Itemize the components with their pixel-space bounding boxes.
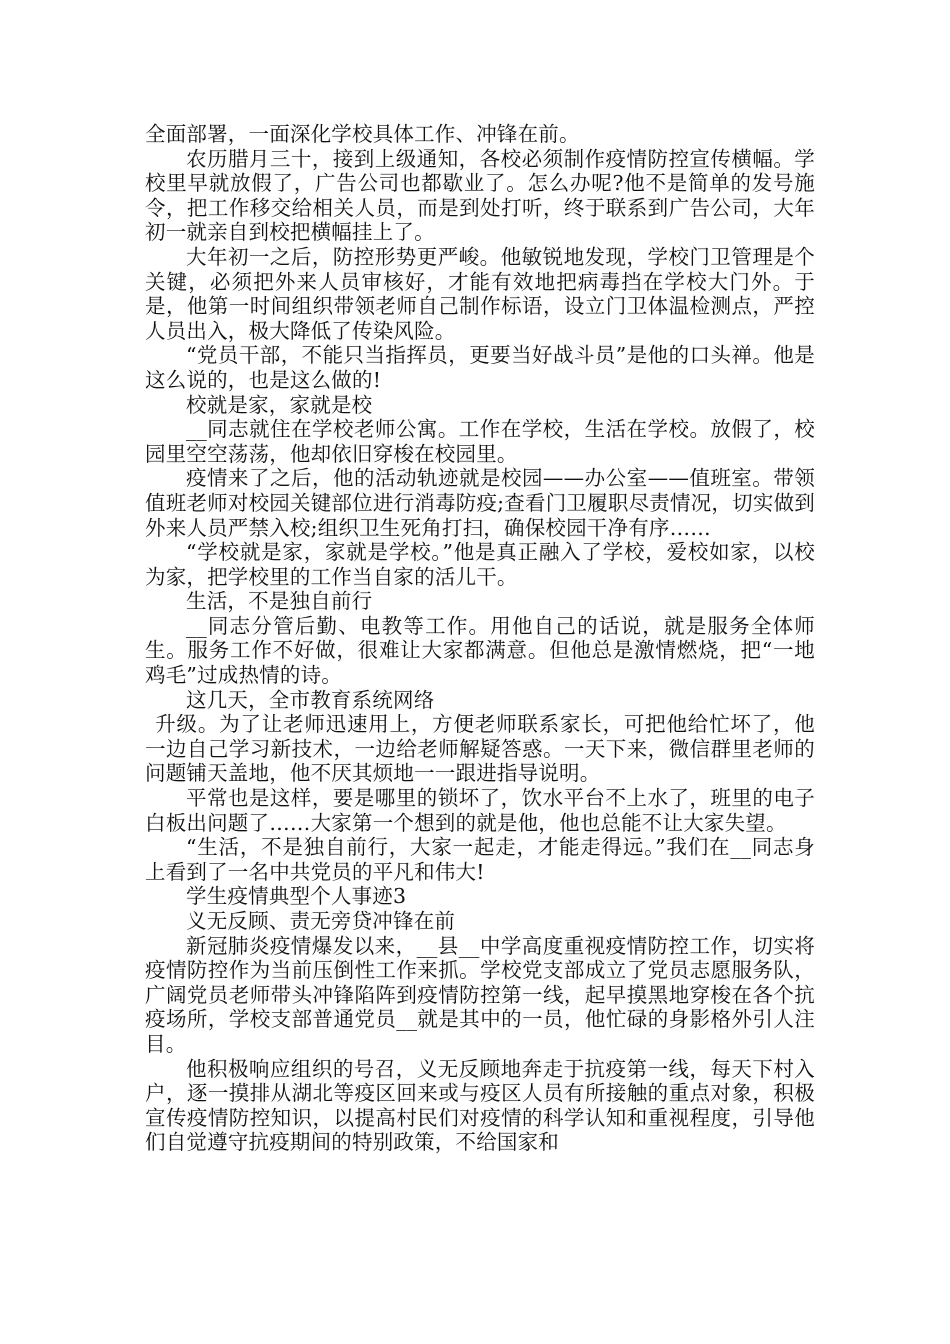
paragraph: “党员干部，不能只当指挥员，更要当好战斗员”是他的口头禅。他是这么说的，也是这么做的!: [145, 343, 815, 392]
paragraph: “生活，不是独自前行，大家一起走，才能走得远。”我们在__同志身上看到了一名中共党员的平凡和伟大!: [145, 835, 815, 884]
section-title: 学生疫情典型个人事迹3: [186, 884, 407, 909]
paragraph: “学校就是家，家就是学校。”他是真正融入了学校，爱校如家，以校为家，把学校里的工作当自家的活儿干。: [145, 540, 815, 589]
paragraph: 这几天，全市教育系统网络: [186, 687, 435, 712]
paragraph: __同志分管后勤、电教等工作。用他自己的话说，就是服务全体师生。服务工作不好做，很难让大家都满意。但他总是激情燃烧，把“一地鸡毛”过成热情的诗。: [145, 613, 815, 688]
paragraph: 全面部署，一面深化学校具体工作、冲锋在前。: [145, 122, 580, 146]
paragraph: 大年初一之后，防控形势更严峻。他敏锐地发现，学校门卫管理是个关键，必须把外来人员审核好，才能有效地把病毒挡在学校大门外。于是，他第一时间组织带领老师自己制作标语，设立门卫体温检测点，严控人员出入，极大降低了传染风险。: [145, 244, 815, 343]
paragraph: 农历腊月三十，接到上级通知，各校必须制作疫情防控宣传横幅。学校里早就放假了，广告公司也都歇业了。怎么办呢?他不是简单的发号施令，把工作移交给相关人员，而是到处打听，终于联系到广告公司，大年初一就亲自到校把横幅挂上了。: [145, 146, 815, 245]
paragraph: __同志就住在学校老师公寓。工作在学校，生活在学校。放假了，校园里空空荡荡，他却依旧穿梭在校园里。: [145, 417, 815, 466]
paragraph: 疫情来了之后，他的活动轨迹就是校园——办公室——值班室。带领值班老师对校园关键部位进行消毒防疫;查看门卫履职尽责情况，切实做到外来人员严禁入校;组织卫生死角打扫，确保校园干净有序……: [145, 466, 815, 540]
paragraph: 他积极响应组织的号召，义无反顾地奔走于抗疫第一线，每天下村入户，逐一摸排从湖北等疫区回来或与疫区人员有所接触的重点对象，积极宣传疫情防控知识，以提高村民们对疫情的科学认知和重视程度，引导他们自觉遵守抗疫期间的特别政策，不给国家和: [145, 1056, 815, 1155]
section-heading: 校就是家，家就是校: [186, 392, 373, 417]
section-heading: 生活，不是独自前行: [186, 589, 373, 614]
paragraph: 升级。为了让老师迅速用上，方便老师联系家长，可把他给忙坏了，他一边自己学习新技术，一边给老师解疑答惑。一天下来，微信群里老师的问题铺天盖地，他不厌其烦地一一跟进指导说明。: [145, 712, 815, 786]
section-heading: 义无反顾、责无旁贷冲锋在前: [186, 909, 456, 933]
paragraph: 平常也是这样，要是哪里的锁坏了，饮水平台不上水了，班里的电子白板出问题了……大家第一个想到的就是他，他也总能不让大家失望。: [145, 786, 815, 835]
paragraph: 新冠肺炎疫情爆发以来，__县__中学高度重视疫情防控工作，切实将疫情防控作为当前压倒性工作来抓。学校党支部成立了党员志愿服务队，广阔党员老师带头冲锋陷阵到疫情防控第一线，起早摸黑地穿梭在各个抗疫场所，学校支部普通党员__就是其中的一员，他忙碌的身影格外引人注目。: [145, 933, 815, 1056]
document-body: [145, 122, 815, 1155]
